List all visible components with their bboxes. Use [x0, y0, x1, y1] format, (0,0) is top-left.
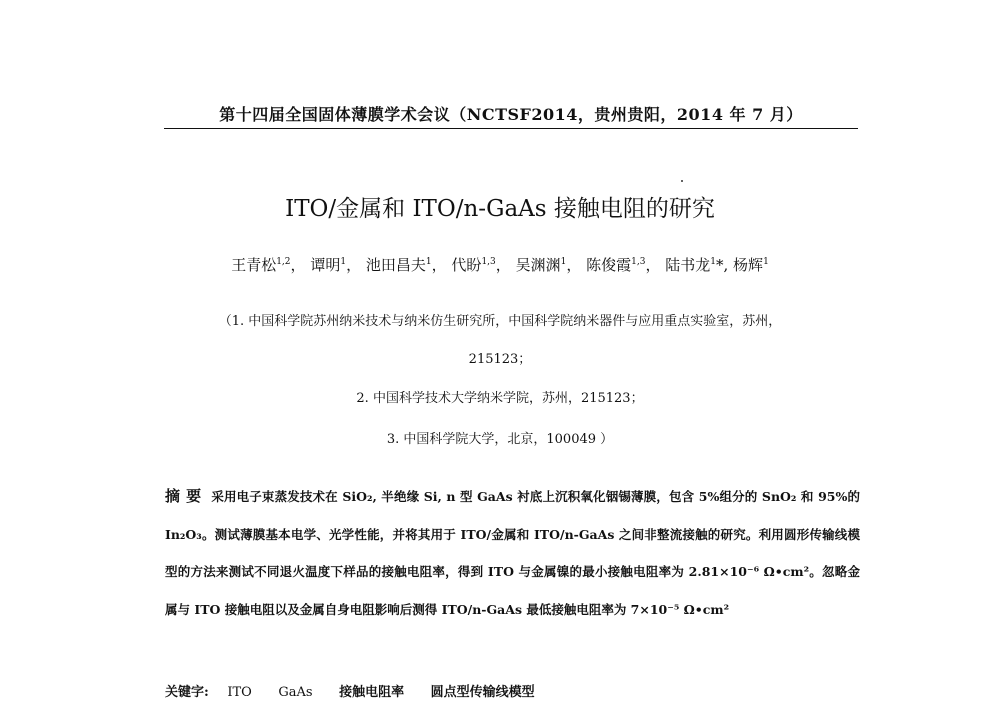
conference-header: 第十四届全国固体薄膜学术会议（NCTSF2014，贵州贵阳，2014 年 7 月）: [219, 105, 803, 124]
author-separator: ，: [645, 256, 661, 274]
abstract: [165, 478, 860, 628]
abstract-label: 摘要: [165, 487, 208, 505]
author-name: 王青松: [231, 256, 277, 274]
author-name: 谭明: [310, 256, 341, 274]
keyword: 圆点型传输线模型: [430, 685, 535, 700]
author-name: 杨辉: [733, 256, 764, 274]
paper-title: ITO/金属和 ITO/n-GaAs 接触电阻的研究: [285, 196, 715, 222]
keyword: ITO: [227, 685, 252, 700]
keywords: [165, 681, 557, 700]
affiliation-1-postcode: 215123；: [468, 352, 532, 367]
author-separator: ，: [495, 256, 511, 274]
abstract-text: 采用电子束蒸发技术在 SiO₂, 半绝缘 Si, n 型 GaAs 衬底上沉积氧化铟锡薄膜，包含 5%组分的 SnO₂ 和 95%的 In₂O₃。测试薄膜基本电学、光学性能，并将其用于 ITO/金属和 ITO/n-GaAs 之间非整流接触的研究。利用圆形传输线模型的方法来测试不同退火温度下样品的接触电阻率，得到 ITO 与金属镍的最小接触电阻率为 2.81×10⁻⁶ Ω•cm²。忽略金属与 ITO 接触电阻以及金属自身电阻影响后测得 ITO/n-GaAs 最低接触电阻率为 7×10⁻⁵ Ω•cm²: [165, 489, 860, 617]
author-affiliation-mark: 1,3: [481, 257, 496, 267]
header-rule: [164, 128, 858, 129]
author-separator: ，: [566, 256, 582, 274]
author-name: 池田昌夫: [365, 256, 426, 274]
author-name: 陈俊霞: [586, 256, 632, 274]
author-name: 陆书龙: [665, 256, 711, 274]
author-affiliation-mark: 1: [710, 257, 716, 267]
affiliation-3: 3. 中国科学院大学，北京，100049 ）: [386, 432, 614, 447]
author-affiliation-mark: 1: [560, 257, 567, 267]
author-list: [120, 254, 880, 275]
author-name: 代盼: [451, 256, 482, 274]
keywords-label: 关键字:: [165, 685, 209, 700]
affiliation-1: （1. 中国科学院苏州纳米技术与纳米仿生研究所，中国科学院纳米器件与应用重点实验室，苏州，: [218, 314, 782, 329]
author-separator: ，: [346, 256, 362, 274]
author-affiliation-mark: 1: [340, 257, 347, 267]
author-affiliation-mark: 1: [425, 257, 432, 267]
stray-dot: [681, 180, 683, 182]
keyword: 接触电阻率: [339, 685, 405, 700]
keyword: GaAs: [278, 685, 313, 700]
affiliation-2: 2. 中国科学技术大学纳米学院，苏州，215123；: [356, 391, 644, 406]
author-separator: ，: [290, 256, 306, 274]
author-affiliation-mark: 1,3: [631, 257, 646, 267]
author-separator: ，: [431, 256, 447, 274]
author-separator: *,: [716, 256, 734, 274]
author-name: 吴渊渊: [515, 256, 561, 274]
author-affiliation-mark: 1,2: [276, 257, 291, 267]
author-affiliation-mark: 1: [763, 257, 769, 267]
